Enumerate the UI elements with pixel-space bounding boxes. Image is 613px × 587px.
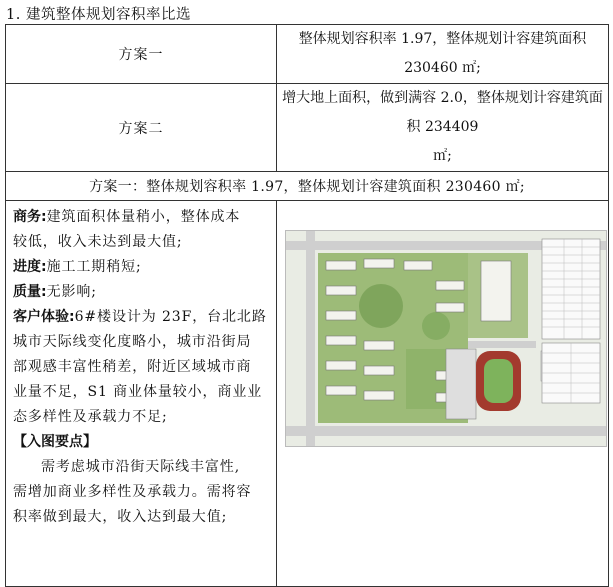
customer-line-5: 态多样性及承载力不足; [13,409,168,425]
option-desc-line: ㎡; [433,148,452,164]
progress-label: 进度: [13,259,47,275]
site-plan-image [285,230,607,447]
site-plan-drawing [286,231,606,446]
option-desc-line: 增大地上面积，做到满容 2.0，整体规划计容建筑面积 234409 [282,90,603,135]
business-line [13,205,270,230]
option-name: 方案二 [6,84,277,172]
customer-text: 6#楼设计为 23F，台北北路 [74,309,267,325]
section-heading: 1. 建筑整体规划容积率比选 [6,7,191,23]
quality-line [13,280,270,305]
selected-option-text: 方案一：整体规划容积率 1.97，整体规划计容建筑面积 230460 ㎡; [6,172,609,201]
customer-line-3: 部观感丰富性稍差，附近区域城市商 [13,359,252,375]
selected-option-row [6,172,609,201]
option-desc [277,84,609,172]
key-points-line-1: 需考虑城市沿街天际线丰富性, [41,459,241,475]
option-name: 方案一 [6,25,277,84]
option-row-1 [6,25,609,84]
progress-text: 施工工期稍短; [46,259,142,275]
progress-line [13,255,270,280]
customer-line [13,305,270,330]
customer-line-2: 城市天际线变化度略小，城市沿街局 [13,334,252,350]
quality-label: 质量: [13,284,47,300]
business-label: 商务: [13,209,47,225]
key-points-title: 【入图要点】 [13,434,97,450]
business-line-2: 较低，收入未达到最大值; [13,234,183,250]
option-desc: 整体规划容积率 1.97，整体规划计容建筑面积 230460 ㎡; [277,25,609,84]
key-points-line-3: 积率做到最大，收入达到最大值; [13,509,228,525]
key-points-line-2: 需增加商业多样性及承载力。需将容 [13,484,252,500]
quality-text: 无影响; [46,284,97,300]
analysis-cell [6,201,277,587]
business-text: 建筑面积体量稍小，整体成本 [46,209,241,225]
option-row-2 [6,84,609,172]
customer-line-4: 业量不足，S1 商业体量较小，商业业 [13,384,263,400]
customer-label: 客户体验: [13,309,75,325]
